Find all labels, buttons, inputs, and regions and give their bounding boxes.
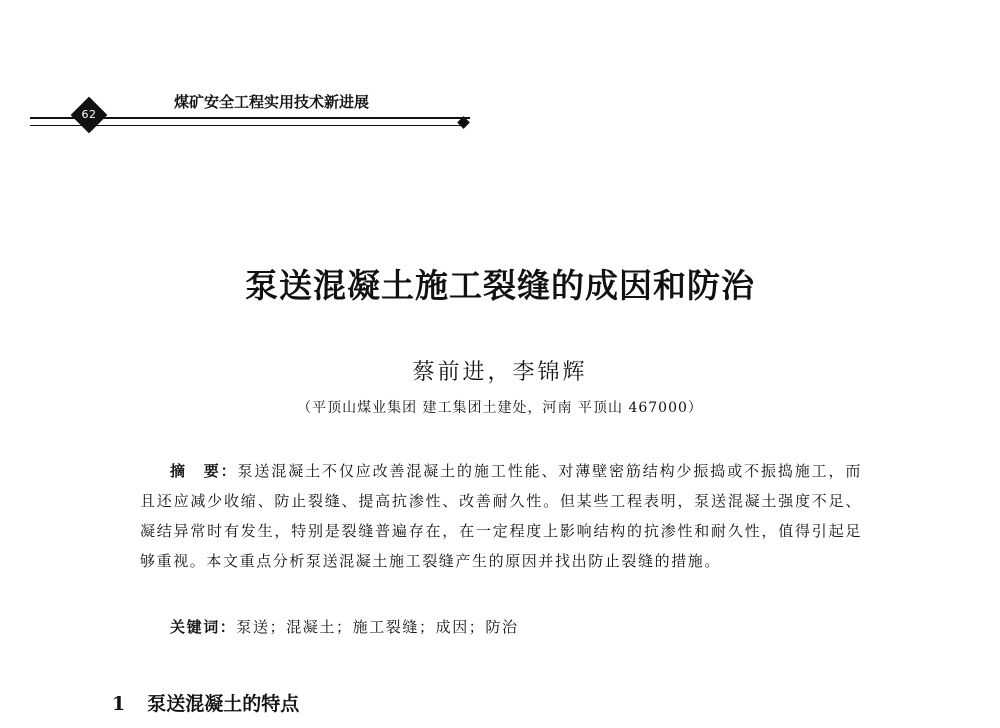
keywords — [140, 612, 862, 642]
running-header — [30, 92, 475, 138]
paper-title: 泵送混凝土施工裂缝的成因和防治 — [245, 266, 755, 305]
journal-title: 煤矿安全工程实用技术新进展 — [174, 93, 370, 111]
keywords-label: 关键词： — [170, 618, 237, 636]
authors: 蔡前进，李锦辉 — [412, 360, 588, 385]
abstract-text: 泵送混凝土不仅应改善混凝土的施工性能、对薄壁密筋结构少振捣或不振捣施工，而且还应减少收缩、防止裂缝、提高抗渗性、改善耐久性。但某些工程表明，泵送混凝土强度不足、凝结异常时有发生，特别是裂缝普遍存在，在一定程度上影响结构的抗渗性和耐久性，值得引起足够重视。本文重点分析泵送混凝土施工裂缝产生的原因并找出防止裂缝的措施。 — [140, 462, 862, 570]
section-number: 1 — [112, 693, 126, 715]
abstract-label: 摘 要： — [170, 462, 238, 480]
affiliation: （平顶山煤业集团 建工集团土建处，河南 平顶山 467000） — [297, 400, 703, 416]
abstract — [140, 456, 862, 576]
section-title: 泵送混凝土的特点 — [147, 693, 300, 715]
keywords-text: 泵送；混凝土；施工裂缝；成因；防治 — [236, 618, 519, 636]
page-number: 62 — [81, 108, 97, 121]
section-heading — [112, 690, 299, 718]
